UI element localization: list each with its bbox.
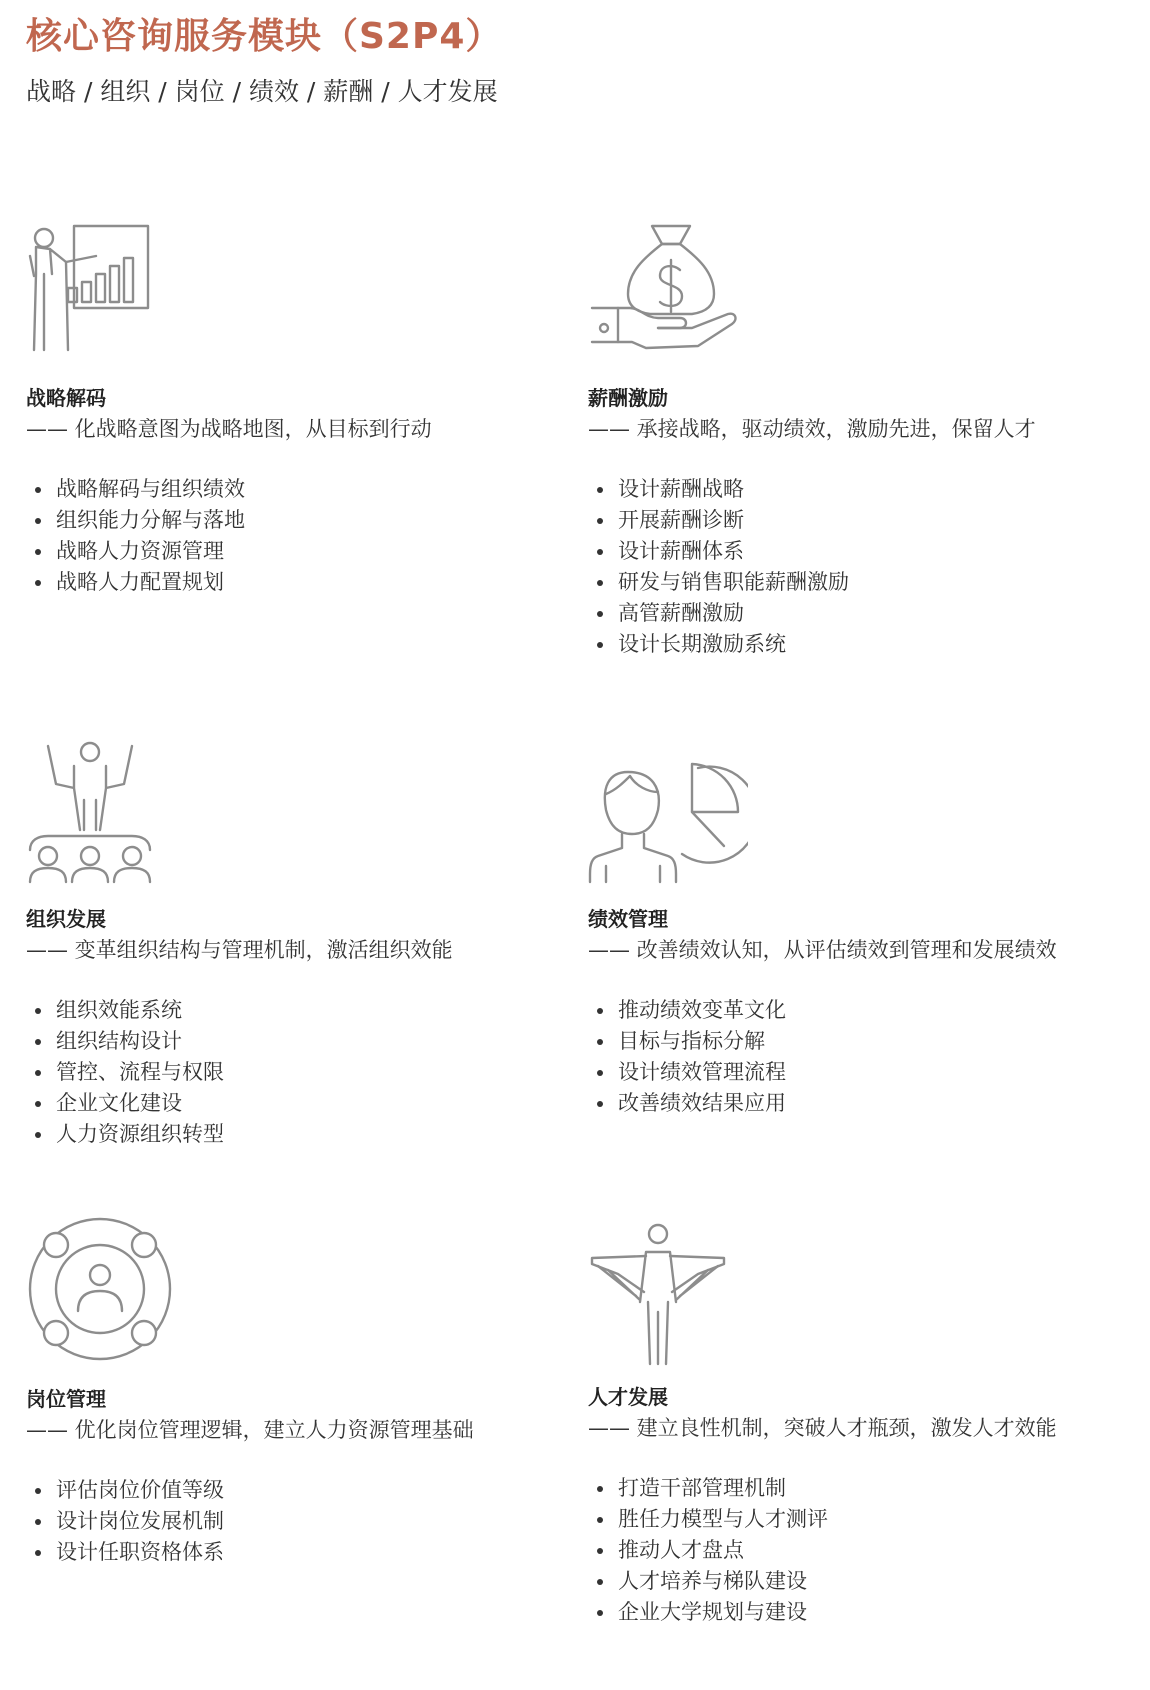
list-item: 管控、流程与权限 (26, 1057, 566, 1088)
module-title: 薪酬激励 (588, 386, 668, 410)
list-item: 目标与指标分解 (588, 1026, 1128, 1057)
list-item: 战略人力资源管理 (26, 536, 566, 567)
module-position-management (26, 1215, 566, 1568)
list-item: 组织能力分解与落地 (26, 505, 566, 536)
module-description: —— 改善绩效认知，从评估绩效到管理和发展绩效 (588, 938, 1057, 962)
module-description: —— 建立良性机制，突破人才瓶颈，激发人才效能 (588, 1416, 1057, 1440)
module-description: —— 变革组织结构与管理机制，激活组织效能 (26, 938, 453, 962)
module-strategy-decoding (26, 222, 566, 598)
list-item: 改善绩效结果应用 (588, 1088, 1128, 1119)
list-item: 人力资源组织转型 (26, 1119, 566, 1150)
list-item: 研发与销售职能薪酬激励 (588, 567, 1128, 598)
module-item-list (588, 1473, 1128, 1628)
module-item-list (26, 1475, 566, 1568)
list-item: 评估岗位价值等级 (26, 1475, 566, 1506)
person-pie-chart-icon (588, 760, 1128, 885)
module-title: 绩效管理 (588, 907, 668, 931)
winged-person-icon (588, 1222, 1128, 1367)
module-item-list (26, 995, 566, 1150)
module-description: —— 化战略意图为战略地图，从目标到行动 (26, 417, 432, 441)
list-item: 推动人才盘点 (588, 1535, 1128, 1566)
module-title: 战略解码 (26, 386, 106, 410)
list-item: 设计岗位发展机制 (26, 1506, 566, 1537)
module-title: 人才发展 (588, 1385, 668, 1409)
module-item-list (588, 995, 1128, 1119)
list-item: 推动绩效变革文化 (588, 995, 1128, 1026)
module-item-list (26, 474, 566, 598)
list-item: 设计绩效管理流程 (588, 1057, 1128, 1088)
module-compensation-incentive (588, 222, 1128, 660)
list-item: 设计长期激励系统 (588, 629, 1128, 660)
list-item: 高管薪酬激励 (588, 598, 1128, 629)
list-item: 胜任力模型与人才测评 (588, 1504, 1128, 1535)
list-item: 设计任职资格体系 (26, 1537, 566, 1568)
leader-audience-icon (26, 740, 566, 885)
list-item: 设计薪酬战略 (588, 474, 1128, 505)
list-item: 组织结构设计 (26, 1026, 566, 1057)
list-item: 企业文化建设 (26, 1088, 566, 1119)
list-item: 组织效能系统 (26, 995, 566, 1026)
module-talent-development (588, 1222, 1128, 1628)
module-description: —— 承接战略，驱动绩效，激励先进，保留人才 (588, 417, 1036, 441)
module-item-list (588, 474, 1128, 660)
page-title: 核心咨询服务模块（S2P4） (26, 16, 503, 57)
list-item: 企业大学规划与建设 (588, 1597, 1128, 1628)
module-organization-development (26, 740, 566, 1150)
list-item: 人才培养与梯队建设 (588, 1566, 1128, 1597)
list-item: 设计薪酬体系 (588, 536, 1128, 567)
list-item: 开展薪酬诊断 (588, 505, 1128, 536)
page-subtitle: 战略 / 组织 / 岗位 / 绩效 / 薪酬 / 人才发展 (26, 77, 498, 106)
person-network-circle-icon (26, 1215, 566, 1365)
list-item: 打造干部管理机制 (588, 1473, 1128, 1504)
module-title: 组织发展 (26, 907, 106, 931)
presentation-chart-icon (26, 222, 566, 352)
module-title: 岗位管理 (26, 1387, 106, 1411)
module-performance-management (588, 760, 1128, 1119)
list-item: 战略解码与组织绩效 (26, 474, 566, 505)
hand-money-bag-icon (588, 222, 1128, 352)
module-description: —— 优化岗位管理逻辑，建立人力资源管理基础 (26, 1418, 474, 1442)
list-item: 战略人力配置规划 (26, 567, 566, 598)
